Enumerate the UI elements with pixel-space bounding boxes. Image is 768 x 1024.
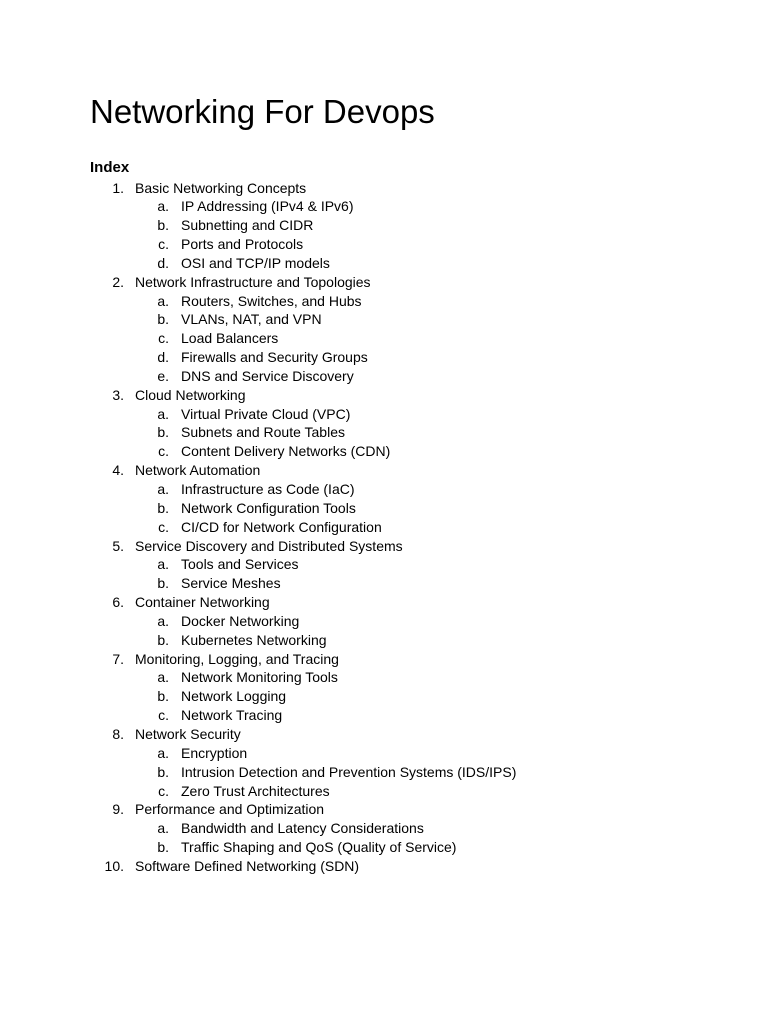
toc-section-item — [0, 461, 768, 480]
toc-subsection-item — [0, 235, 768, 254]
subsection-title: Kubernetes Networking — [181, 631, 327, 648]
subsection-marker: b. — [157, 763, 169, 780]
toc-subsection-item — [0, 329, 768, 348]
subsection-title: Infrastructure as Code (IaC) — [181, 481, 355, 497]
subsection-title: IP Addressing (IPv4 & IPv6) — [181, 198, 354, 215]
toc-section-item — [0, 386, 768, 405]
section-number: 7. — [112, 650, 124, 667]
subsection-marker: b. — [157, 688, 169, 705]
toc-subsection-item — [0, 310, 768, 329]
toc-subsection-item — [0, 254, 768, 273]
subsection-title: Network Tracing — [181, 707, 283, 724]
subsection-marker: c. — [158, 782, 169, 799]
toc-section-item — [0, 650, 768, 669]
subsection-title: Encryption — [181, 744, 248, 761]
subsection-title: Zero Trust Architectures — [181, 782, 330, 799]
section-title: Network Infrastructure and Topologies — [135, 273, 371, 290]
section-title: Software Defined Networking (SDN) — [135, 857, 360, 874]
section-number: 9. — [112, 801, 124, 818]
toc-subsection-item — [0, 480, 768, 499]
toc-subsection-item — [0, 405, 768, 424]
index-heading: Index — [90, 159, 130, 176]
section-title: Service Discovery and Distributed Systems — [135, 537, 403, 554]
subsection-title: Subnetting and CIDR — [181, 217, 314, 234]
subsection-marker: a. — [157, 481, 169, 497]
subsection-title: Traffic Shaping and QoS (Quality of Service) — [181, 839, 457, 856]
subsection-marker: b. — [157, 631, 169, 648]
subsection-marker: c. — [158, 236, 169, 253]
section-title: Network Security — [135, 725, 241, 742]
subsection-title: Tools and Services — [181, 556, 299, 573]
subsection-title: Ports and Protocols — [181, 236, 304, 253]
subsection-marker: b. — [157, 575, 169, 592]
toc-subsection-item — [0, 442, 768, 461]
toc-subsection-item — [0, 631, 768, 650]
subsection-marker: c. — [158, 443, 169, 460]
subsection-marker: c. — [158, 330, 169, 347]
toc-subsection-item — [0, 819, 768, 838]
section-title: Monitoring, Logging, and Tracing — [135, 650, 339, 667]
section-number: 4. — [112, 462, 124, 479]
toc-subsection-item — [0, 574, 768, 593]
subsection-marker: a. — [157, 612, 169, 629]
subsection-title: CI/CD for Network Configuration — [181, 518, 382, 535]
subsection-title: Subnets and Route Tables — [181, 424, 345, 441]
subsection-title: VLANs, NAT, and VPN — [181, 311, 322, 328]
subsection-marker: a. — [157, 198, 169, 215]
toc-section-item — [0, 273, 768, 292]
subsection-title: DNS and Service Discovery — [181, 367, 354, 384]
subsection-marker: a. — [157, 292, 169, 309]
section-number: 2. — [112, 273, 124, 290]
toc-subsection-item — [0, 216, 768, 235]
subsection-marker: b. — [157, 424, 169, 441]
subsection-title: Network Logging — [181, 688, 287, 705]
toc-section-item — [0, 179, 768, 198]
toc-section-item — [0, 800, 768, 819]
section-title: Cloud Networking — [135, 386, 246, 403]
subsection-title: Intrusion Detection and Prevention Systems (IDS/IPS) — [181, 763, 517, 780]
section-number: 8. — [112, 725, 124, 742]
section-title: Container Networking — [135, 594, 270, 611]
subsection-marker: a. — [157, 669, 169, 686]
toc-subsection-item — [0, 423, 768, 442]
subsection-title: Bandwidth and Latency Considerations — [181, 820, 424, 837]
toc-section-item — [0, 725, 768, 744]
subsection-marker: a. — [157, 820, 169, 837]
subsection-title: Virtual Private Cloud (VPC) — [181, 405, 351, 422]
subsection-title: Content Delivery Networks (CDN) — [181, 443, 391, 460]
toc-subsection-item — [0, 555, 768, 574]
toc-subsection-item — [0, 687, 768, 706]
section-number: 6. — [112, 594, 124, 611]
subsection-marker: c. — [158, 518, 169, 535]
subsection-title: Routers, Switches, and Hubs — [181, 292, 362, 309]
toc-subsection-item — [0, 612, 768, 631]
subsection-marker: d. — [157, 349, 169, 366]
toc-subsection-item — [0, 744, 768, 763]
toc-subsection-item — [0, 367, 768, 386]
toc-subsection-item — [0, 782, 768, 801]
toc-subsection-item — [0, 668, 768, 687]
section-title: Performance and Optimization — [135, 801, 325, 818]
toc-subsection-item — [0, 763, 768, 782]
section-title: Basic Networking Concepts — [135, 179, 307, 196]
table-of-contents — [0, 179, 768, 876]
toc-subsection-item — [0, 292, 768, 311]
toc-section-item — [0, 537, 768, 556]
document-title: Networking For Devops — [90, 93, 435, 130]
subsection-marker: a. — [157, 556, 169, 573]
toc-section-item — [0, 857, 768, 876]
section-number: 1. — [112, 179, 124, 196]
subsection-title: Service Meshes — [181, 575, 281, 592]
subsection-marker: b. — [157, 217, 169, 234]
toc-subsection-item — [0, 518, 768, 537]
toc-subsection-item — [0, 499, 768, 518]
toc-subsection-item — [0, 706, 768, 725]
section-number: 10. — [104, 857, 124, 874]
subsection-marker: b. — [157, 839, 169, 856]
toc-subsection-item — [0, 348, 768, 367]
section-number: 3. — [112, 386, 124, 403]
subsection-marker: c. — [158, 707, 169, 724]
subsection-title: Network Monitoring Tools — [181, 669, 338, 686]
subsection-title: Load Balancers — [181, 330, 279, 347]
subsection-marker: b. — [157, 499, 169, 516]
toc-subsection-item — [0, 838, 768, 857]
subsection-title: Docker Networking — [181, 612, 300, 629]
subsection-title: OSI and TCP/IP models — [181, 254, 330, 271]
subsection-marker: a. — [157, 405, 169, 422]
subsection-title: Network Configuration Tools — [181, 499, 356, 516]
subsection-marker: a. — [157, 744, 169, 761]
subsection-title: Firewalls and Security Groups — [181, 349, 368, 366]
section-number: 5. — [112, 537, 124, 554]
toc-subsection-item — [0, 197, 768, 216]
subsection-marker: b. — [157, 311, 169, 328]
subsection-marker: d. — [157, 254, 169, 271]
toc-section-item — [0, 593, 768, 612]
section-title: Network Automation — [135, 462, 261, 479]
subsection-marker: e. — [157, 367, 169, 384]
